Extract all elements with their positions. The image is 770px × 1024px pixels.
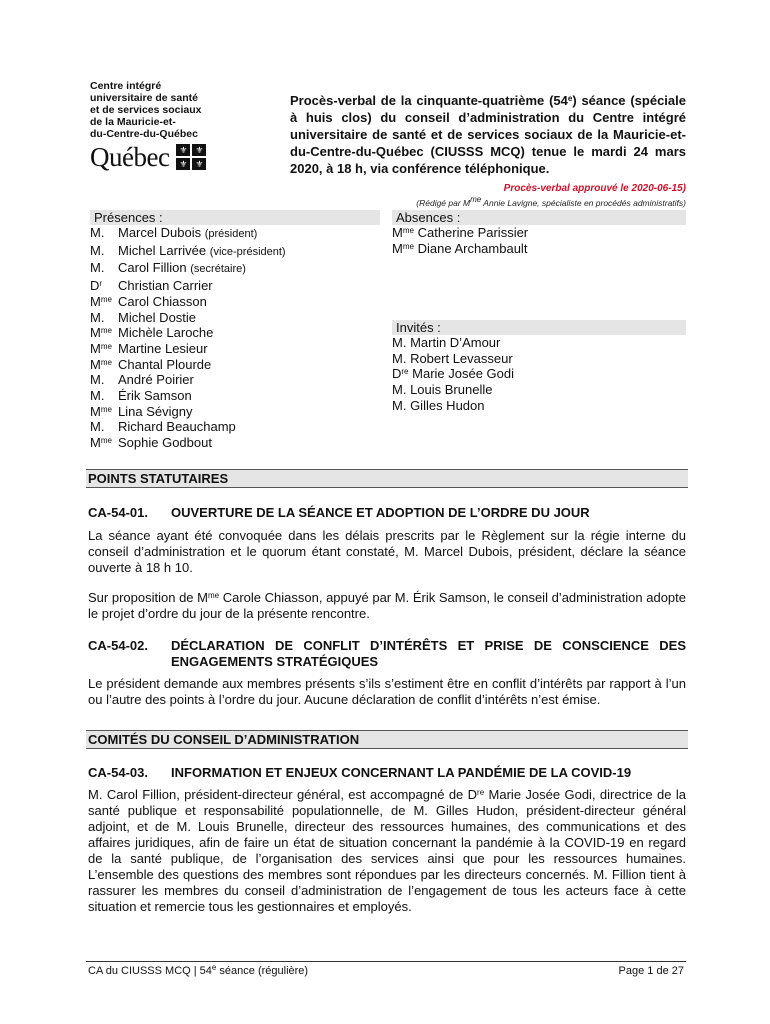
guest-row: M. Gilles Hudon: [392, 397, 485, 413]
item-title: OUVERTURE DE LA SÉANCE ET ADOPTION DE L’ORDRE DU JOUR: [171, 505, 590, 520]
paragraph: M. Carol Fillion, président-directeur général, est accompagné de Dre Marie Josée Godi, directrice de la santé publique et responsabilité populationnelle, de M. Gilles Hudon, président-directeur général adjoint, et de M. Louis Brunelle, directeur des ressources humaines, des communications et des affaires juridiques, afin de faire un état de situation concernant la pandémie à la COVID-19 en regard de la santé publique, de l’organisation des services ainsi que pour les ressources humaines. L’ensemble des questions des membres sont répondues par les directeurs concernés. M. Fillion tient à rassurer les membres du conseil d’administration de l’engagement de tous les acteurs face à cette situation et remercie tous les gestionnaires et employés.: [88, 787, 686, 914]
logo-line: du-Centre-du-Québec: [90, 128, 198, 140]
item-code: CA-54-01.: [88, 505, 148, 520]
fleur-de-lis-icon: ⚜ ⚜ ⚜ ⚜: [176, 144, 206, 170]
guest-row: M. Louis Brunelle: [392, 382, 493, 398]
logo-line: universitaire de santé: [90, 92, 198, 104]
guest-row: M. Martin D’Amour: [392, 335, 501, 350]
absences-label: Absences :: [392, 210, 686, 225]
paragraph: Le président demande aux membres présents s’ils s’estiment être en conflit d’intérêts par rapport à l’un ou l’autre des points à l’ordre du jour. Aucune déclaration de conflit d’intérêts n’est émise.: [88, 676, 686, 707]
item-title: INFORMATION ET ENJEUX CONCERNANT LA PANDÉMIE DE LA COVID-19: [171, 765, 632, 780]
approval-note: Procès-verbal approuvé le 2020-06-15): [503, 183, 686, 194]
attendee-row: M. Michel Dostie: [90, 309, 197, 325]
section-heading-comites: COMITÉS DU CONSEIL D’ADMINISTRATION: [86, 730, 688, 749]
item-code: CA-54-02.: [88, 638, 148, 653]
quebec-wordmark: Québec: [90, 142, 170, 172]
attendee-row: $D^r$ Christian Carrier: [90, 278, 213, 294]
attendee-row: M. Marcel Dubois (président): [90, 225, 258, 240]
absentee-row: $M^{me}$ Diane Archambault: [392, 240, 528, 256]
section-heading-statutaires: POINTS STATUTAIRES: [86, 469, 688, 488]
guest-row: M. Robert Levasseur: [392, 350, 513, 366]
item-title: DÉCLARATION DE CONFLIT D’INTÉRÊTS ET PRISE DE CONSCIENCE DES ENGAGEMENTS STRATÉGIQUES: [171, 638, 686, 669]
logo-line: et de services sociaux: [90, 104, 202, 116]
page-number: Page 1 de 27: [618, 965, 684, 977]
attendee-row: $M^{me}$ Carol Chiasson: [90, 293, 207, 309]
logo-text: [90, 80, 260, 140]
agenda-item-ca-54-02: [88, 638, 686, 670]
invites-label: Invités :: [392, 320, 686, 335]
absences-list: [392, 210, 686, 256]
invites-list: [392, 320, 686, 414]
attendee-row: M. Richard Beauchamp: [90, 419, 236, 435]
attendee-row: M. André Poirier: [90, 372, 194, 388]
paragraph: Sur proposition de $M^{me}$ Carole Chiasson, appuyé par M. Érik Samson, le conseil d’administration adopte le projet d’ordre du jour de la présente rencontre.: [88, 590, 687, 621]
attendee-row: M. Érik Samson: [90, 388, 192, 404]
attendee-row: M. Carol Fillion (secrétaire): [90, 260, 246, 276]
ciusss-logo: [90, 80, 260, 170]
item-code: CA-54-03.: [88, 765, 148, 780]
attendee-row: $M^{me}$ Sophie Godbout: [90, 435, 212, 451]
attendee-row: M. Michel Larrivée (vice-président): [90, 242, 286, 258]
attendee-row: $M^{me}$ Martine Lesieur: [90, 340, 208, 356]
logo-line: de la Mauricie-et-: [90, 116, 176, 128]
agenda-item-ca-54-03: [88, 765, 686, 781]
paragraph: La séance ayant été convoquée dans les délais prescrits par le Règlement sur la régie interne du conseil d’administration et le quorum étant constaté, M. Marcel Dubois, président, déclare la séance ouverte à 18 h 10.: [88, 528, 686, 575]
logo-line: Centre intégré: [90, 80, 162, 92]
guest-row: Dre Marie Josée Godi: [392, 366, 515, 382]
footer-meeting-label: CA du CIUSSS MCQ | 54e séance (régulière): [88, 963, 309, 977]
quebec-signature: [90, 144, 260, 170]
absentee-row: $M^{me}$ Catherine Parissier: [392, 225, 529, 240]
attendee-row: $M^{me}$ Lina Sévigny: [90, 403, 193, 419]
presences-list: [90, 210, 380, 451]
attendee-row: $M^{me}$ Michèle Laroche: [90, 325, 214, 341]
agenda-item-ca-54-01: [88, 505, 686, 521]
presences-label: Présences :: [90, 210, 380, 225]
author-note: (Rédigé par $M^{me}$ Annie Lavigne, spécialiste en procédés administratifs): [416, 195, 686, 208]
attendee-row: $M^{me}$ Chantal Plourde: [90, 356, 212, 372]
footer-divider: [86, 961, 686, 962]
document-title: Procès-verbal de la cinquante-quatrième (54e) séance (spéciale à huis clos) du conseil d’administration du Centre intégré universitaire de santé et de services sociaux de la Mauricie-et-du-Centre-du-Québec (CIUSSS MCQ) tenue le mardi 24 mars 2020, à 18 h, via conférence téléphonique.: [290, 93, 686, 176]
